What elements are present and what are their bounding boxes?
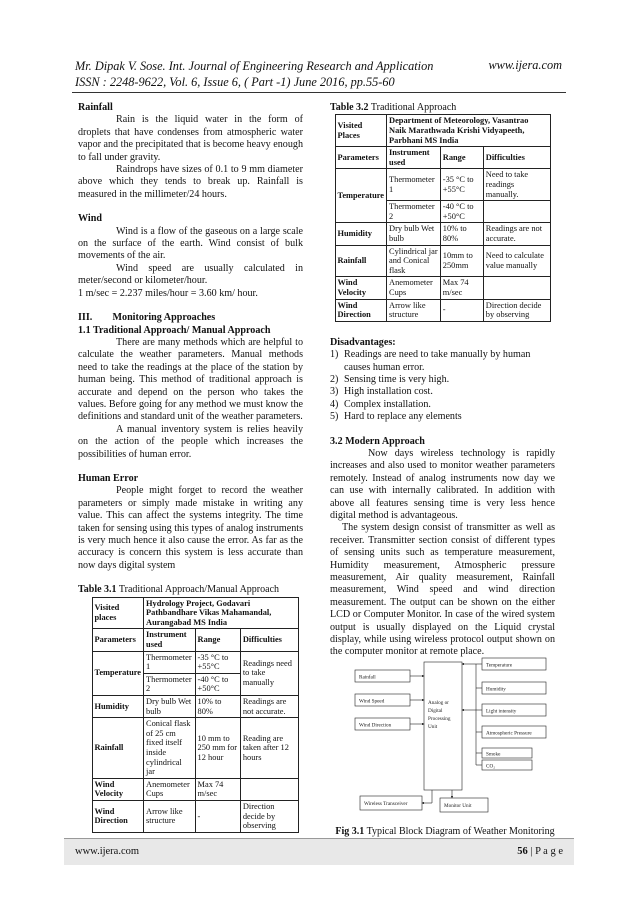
table-cell: Difficulties <box>483 147 550 169</box>
table-row <box>335 147 550 169</box>
rainfall-heading: Rainfall <box>78 102 113 113</box>
wind-speed-label: Wind Speed <box>359 698 385 705</box>
modern-approach-heading: 3.2 Modern Approach <box>330 435 425 447</box>
table-cell: - <box>195 800 240 832</box>
table-cell: Wind Direction <box>92 800 144 832</box>
table-cell: Arrow like structure <box>387 299 441 321</box>
wind-direction-label: Wind Direction <box>359 722 392 729</box>
list-item <box>330 374 555 386</box>
rainfall-paragraph-1: Rain is the liquid water in the form of droplets that have condenses from atmospheric water vapor and the precipitated that is become heavy enough to fall under gravity. <box>78 114 303 163</box>
human-error-heading: Human Error <box>78 472 139 484</box>
list-number: 2) <box>330 373 339 385</box>
processor-line-4: Unit <box>428 724 438 730</box>
temperature-label: Temperature <box>486 662 513 669</box>
table-cell: Cylindrical jar and Conical flask <box>387 245 441 277</box>
wireless-transceiver-label: Wireless Transceiver <box>364 801 408 807</box>
journal-line-2: ISSN : 2248-9622, Vol. 6, Issue 6, ( Part -1) June 2016, pp.55-60 <box>75 75 395 89</box>
list-text: Sensing time is very high. <box>344 373 450 385</box>
table-cell: Temperature <box>335 169 387 223</box>
header-website-link[interactable]: www.ijera.com <box>488 58 562 72</box>
table-cell: Dry bulb Wet bulb <box>144 695 196 717</box>
list-text: Readings are need to take manually by human causes human error. <box>344 349 531 373</box>
table-cell: 10% to 80% <box>440 223 483 245</box>
traditional-paragraph-1: There are many methods which are helpful to calculate the weather parameters. Manual methods need to take the readings at the place of the station by human being. This method of traditional approach is accurate and depend on the person who takes the values. Before going for any method we must know the definitions and standard unit of the weather parameters. <box>78 336 303 423</box>
list-number: 4) <box>330 398 339 410</box>
table-cell: Difficulties <box>240 629 298 651</box>
page-word: | P a g e <box>527 846 563 857</box>
table-cell: Rainfall <box>92 718 144 779</box>
block-diagram <box>352 650 552 822</box>
table-cell: Dry bulb Wet bulb <box>387 223 441 245</box>
figure-label: Fig 3.1 <box>335 826 365 837</box>
wind-heading: Wind <box>78 213 102 225</box>
table-cell <box>483 277 550 299</box>
table-cell: 10 mm to 250 mm for 12 hour <box>195 718 240 779</box>
monitor-unit-label: Monitor Unit <box>444 803 472 809</box>
table-cell: Direction decide by observing <box>240 800 298 832</box>
rainfall-paragraph-2: Raindrops have sizes of 0.1 to 9 mm diameter above which they tends to break up. Rainfall is measured in the millimeter/24 hours. <box>78 164 303 200</box>
table-cell: Reading are taken after 12 hours <box>240 718 298 779</box>
table-row <box>92 778 298 800</box>
modern-paragraph-1: Now days wireless technology is rapidly increases and also used to monitor weather parameters remotely. Instead of analog instruments now day we can use with internally calibrated. In addition with above all features sensing time is very less hence digital method is advantageous. <box>330 447 555 521</box>
table-3-2-title: Traditional Approach <box>368 102 457 113</box>
figure-title: Typical Block Diagram of Weather Monitoring <box>366 826 555 837</box>
journal-citation <box>75 58 475 90</box>
table-cell: Max 74 m/sec <box>195 778 240 800</box>
table-cell: Visited places <box>92 597 144 629</box>
page-footer <box>64 838 574 865</box>
list-item <box>330 411 555 423</box>
disadvantages-list <box>330 349 555 423</box>
table-cell: Range <box>195 629 240 651</box>
journal-line-1: Mr. Dipak V. Sose. Int. Journal of Engineering Research and Application <box>75 59 434 73</box>
table-cell: Readings are not accurate. <box>240 695 298 717</box>
table-cell <box>483 201 550 223</box>
processor-line-1: Analog or <box>428 700 449 706</box>
rainfall-label: Rainfall <box>359 674 376 681</box>
table-row <box>92 718 298 779</box>
table-row <box>92 597 298 629</box>
traditional-paragraph-2: A manual inventory system is relies heavily on the action of the people which increases the possibilities of human error. <box>78 423 303 460</box>
table-cell: Thermometer 2 <box>387 201 441 223</box>
table-3-2-caption <box>330 102 555 114</box>
table-cell: Range <box>440 147 483 169</box>
table-cell: Direction decide by observing <box>483 299 550 321</box>
table-cell: -40 °C to +50°C <box>440 201 483 223</box>
table-3-1-title: Traditional Approach/Manual Approach <box>116 584 280 596</box>
human-error-paragraph: People might forget to record the weather parameters or simply made mistake in writing any value. This can affect the systems integrity. The time taken for sensing using this types of analog instruments is very much hence it also cause the error. As far as the accuracy is concern this system is less accurate than now days digital system <box>78 485 303 571</box>
list-number: 3) <box>330 386 339 398</box>
table-cell: Wind Direction <box>335 299 387 321</box>
humidity-label: Humidity <box>486 686 506 693</box>
table-cell: -35 °C to +55°C <box>195 651 240 673</box>
section-heading: III. Monitoring Approaches <box>78 312 216 324</box>
header-divider <box>72 92 566 93</box>
table-cell: Readings are not accurate. <box>483 223 550 245</box>
list-item <box>330 386 555 398</box>
table-cell: Arrow like structure <box>144 800 196 832</box>
table-cell: Humidity <box>335 223 387 245</box>
table-cell: Instrument used <box>387 147 441 169</box>
table-3-2-label: Table 3.2 <box>330 102 369 113</box>
table-row <box>92 651 298 673</box>
table-row <box>92 629 298 651</box>
table-cell: 10% to 80% <box>195 695 240 717</box>
table-cell: Need to calculate value manually <box>483 245 550 277</box>
table-cell: - <box>440 299 483 321</box>
table-3-1-label: Table 3.1 <box>78 584 117 596</box>
list-number: 1) <box>330 349 339 361</box>
table-cell: Parameters <box>335 147 387 169</box>
smoke-label: Smoke <box>486 751 501 758</box>
table-cell: Temperature <box>92 651 144 695</box>
table-3-2 <box>335 114 551 321</box>
table-row <box>335 277 550 299</box>
table-row <box>92 695 298 717</box>
table-cell <box>240 778 298 800</box>
list-item <box>330 349 555 374</box>
table-row <box>335 245 550 277</box>
table-cell: Anemometer Cups <box>387 277 441 299</box>
list-text: Complex installation. <box>344 398 431 410</box>
table-row <box>335 115 550 147</box>
page-number-value: 56 <box>517 846 528 857</box>
table-cell: Hydrology Project, Godavari Pathbandhare Vikas Mahamandal, Aurangabad MS India <box>144 597 298 629</box>
pressure-label: Atmospheric Pressure <box>486 730 532 737</box>
table-cell: -35 °C to +55°C <box>440 169 483 201</box>
table-cell: Thermometer 1 <box>144 651 196 673</box>
right-column <box>330 102 555 659</box>
table-cell: -40 °C to +50°C <box>195 673 240 695</box>
table-cell: Instrument used <box>144 629 196 651</box>
table-cell: Anemometer Cups <box>144 778 196 800</box>
table-cell: Department of Meteorology, Vasantrao Naik Marathwada Krishi Vidyapeeth, Parbhani MS India <box>387 115 550 147</box>
processor-line-3: Processing <box>428 716 451 722</box>
table-cell: Readings need to take manually <box>240 651 298 695</box>
table-cell: Parameters <box>92 629 144 651</box>
table-cell: Thermometer 2 <box>144 673 196 695</box>
table-3-1 <box>92 597 299 833</box>
table-cell: Conical flask of 25 cm fixed itself inside cylindrical jar <box>144 718 196 779</box>
subsection-heading: 1.1 Traditional Approach/ Manual Approach <box>78 324 271 336</box>
page-number <box>517 846 563 857</box>
modern-paragraph-2: The system design consist of transmitter as well as receiver. Transmitter section consist of different types of sensing units such as temperature measurement, Humidity measurement, Atmospheric pressure measurement, Air quality measurement, Rainfall measurement, Wind speed and wind direction measurement. The output can be shown on the either LCD or Computer Monitor. In case of the wired system output is usually displayed on the Liquid crystal display, while using wireless protocol output shown on the computer monitor at remote place. <box>330 522 555 658</box>
table-3-1-caption <box>78 584 303 596</box>
processor-line-2: Digital <box>428 708 443 714</box>
list-text: High installation cost. <box>344 386 433 398</box>
list-text: Hard to replace any elements <box>344 411 462 423</box>
light-intensity-label: Light intensity <box>486 708 517 715</box>
table-cell: Wind Velocity <box>335 277 387 299</box>
table-cell: Max 74 m/sec <box>440 277 483 299</box>
table-row <box>335 169 550 201</box>
footer-website-link[interactable]: www.ijera.com <box>75 846 140 857</box>
table-cell: Rainfall <box>335 245 387 277</box>
table-cell: Need to take readings manually. <box>483 169 550 201</box>
table-cell: Visited Places <box>335 115 387 147</box>
table-row <box>335 223 550 245</box>
table-cell: 10mm to 250mm <box>440 245 483 277</box>
table-cell: Thermometer 1 <box>387 169 441 201</box>
co2-label: CO₂ <box>486 763 496 770</box>
table-cell: Wind Velocity <box>92 778 144 800</box>
table-cell: Humidity <box>92 695 144 717</box>
wind-paragraph-1: Wind is a flow of the gaseous on a large scale on the surface of the earth. Wind consist of bulk movements of the air. <box>78 225 303 262</box>
table-row <box>335 299 550 321</box>
wind-paragraph-2: Wind speed are usually calculated in meter/second or kilometer/hour. <box>78 262 303 287</box>
table-row <box>92 800 298 832</box>
list-number: 5) <box>330 411 339 423</box>
list-item <box>330 399 555 411</box>
wind-conversion: 1 m/sec = 2.237 miles/hour = 3.60 km/ hour. <box>78 287 258 299</box>
disadvantages-heading: Disadvantages: <box>330 336 396 348</box>
left-column <box>78 102 303 833</box>
